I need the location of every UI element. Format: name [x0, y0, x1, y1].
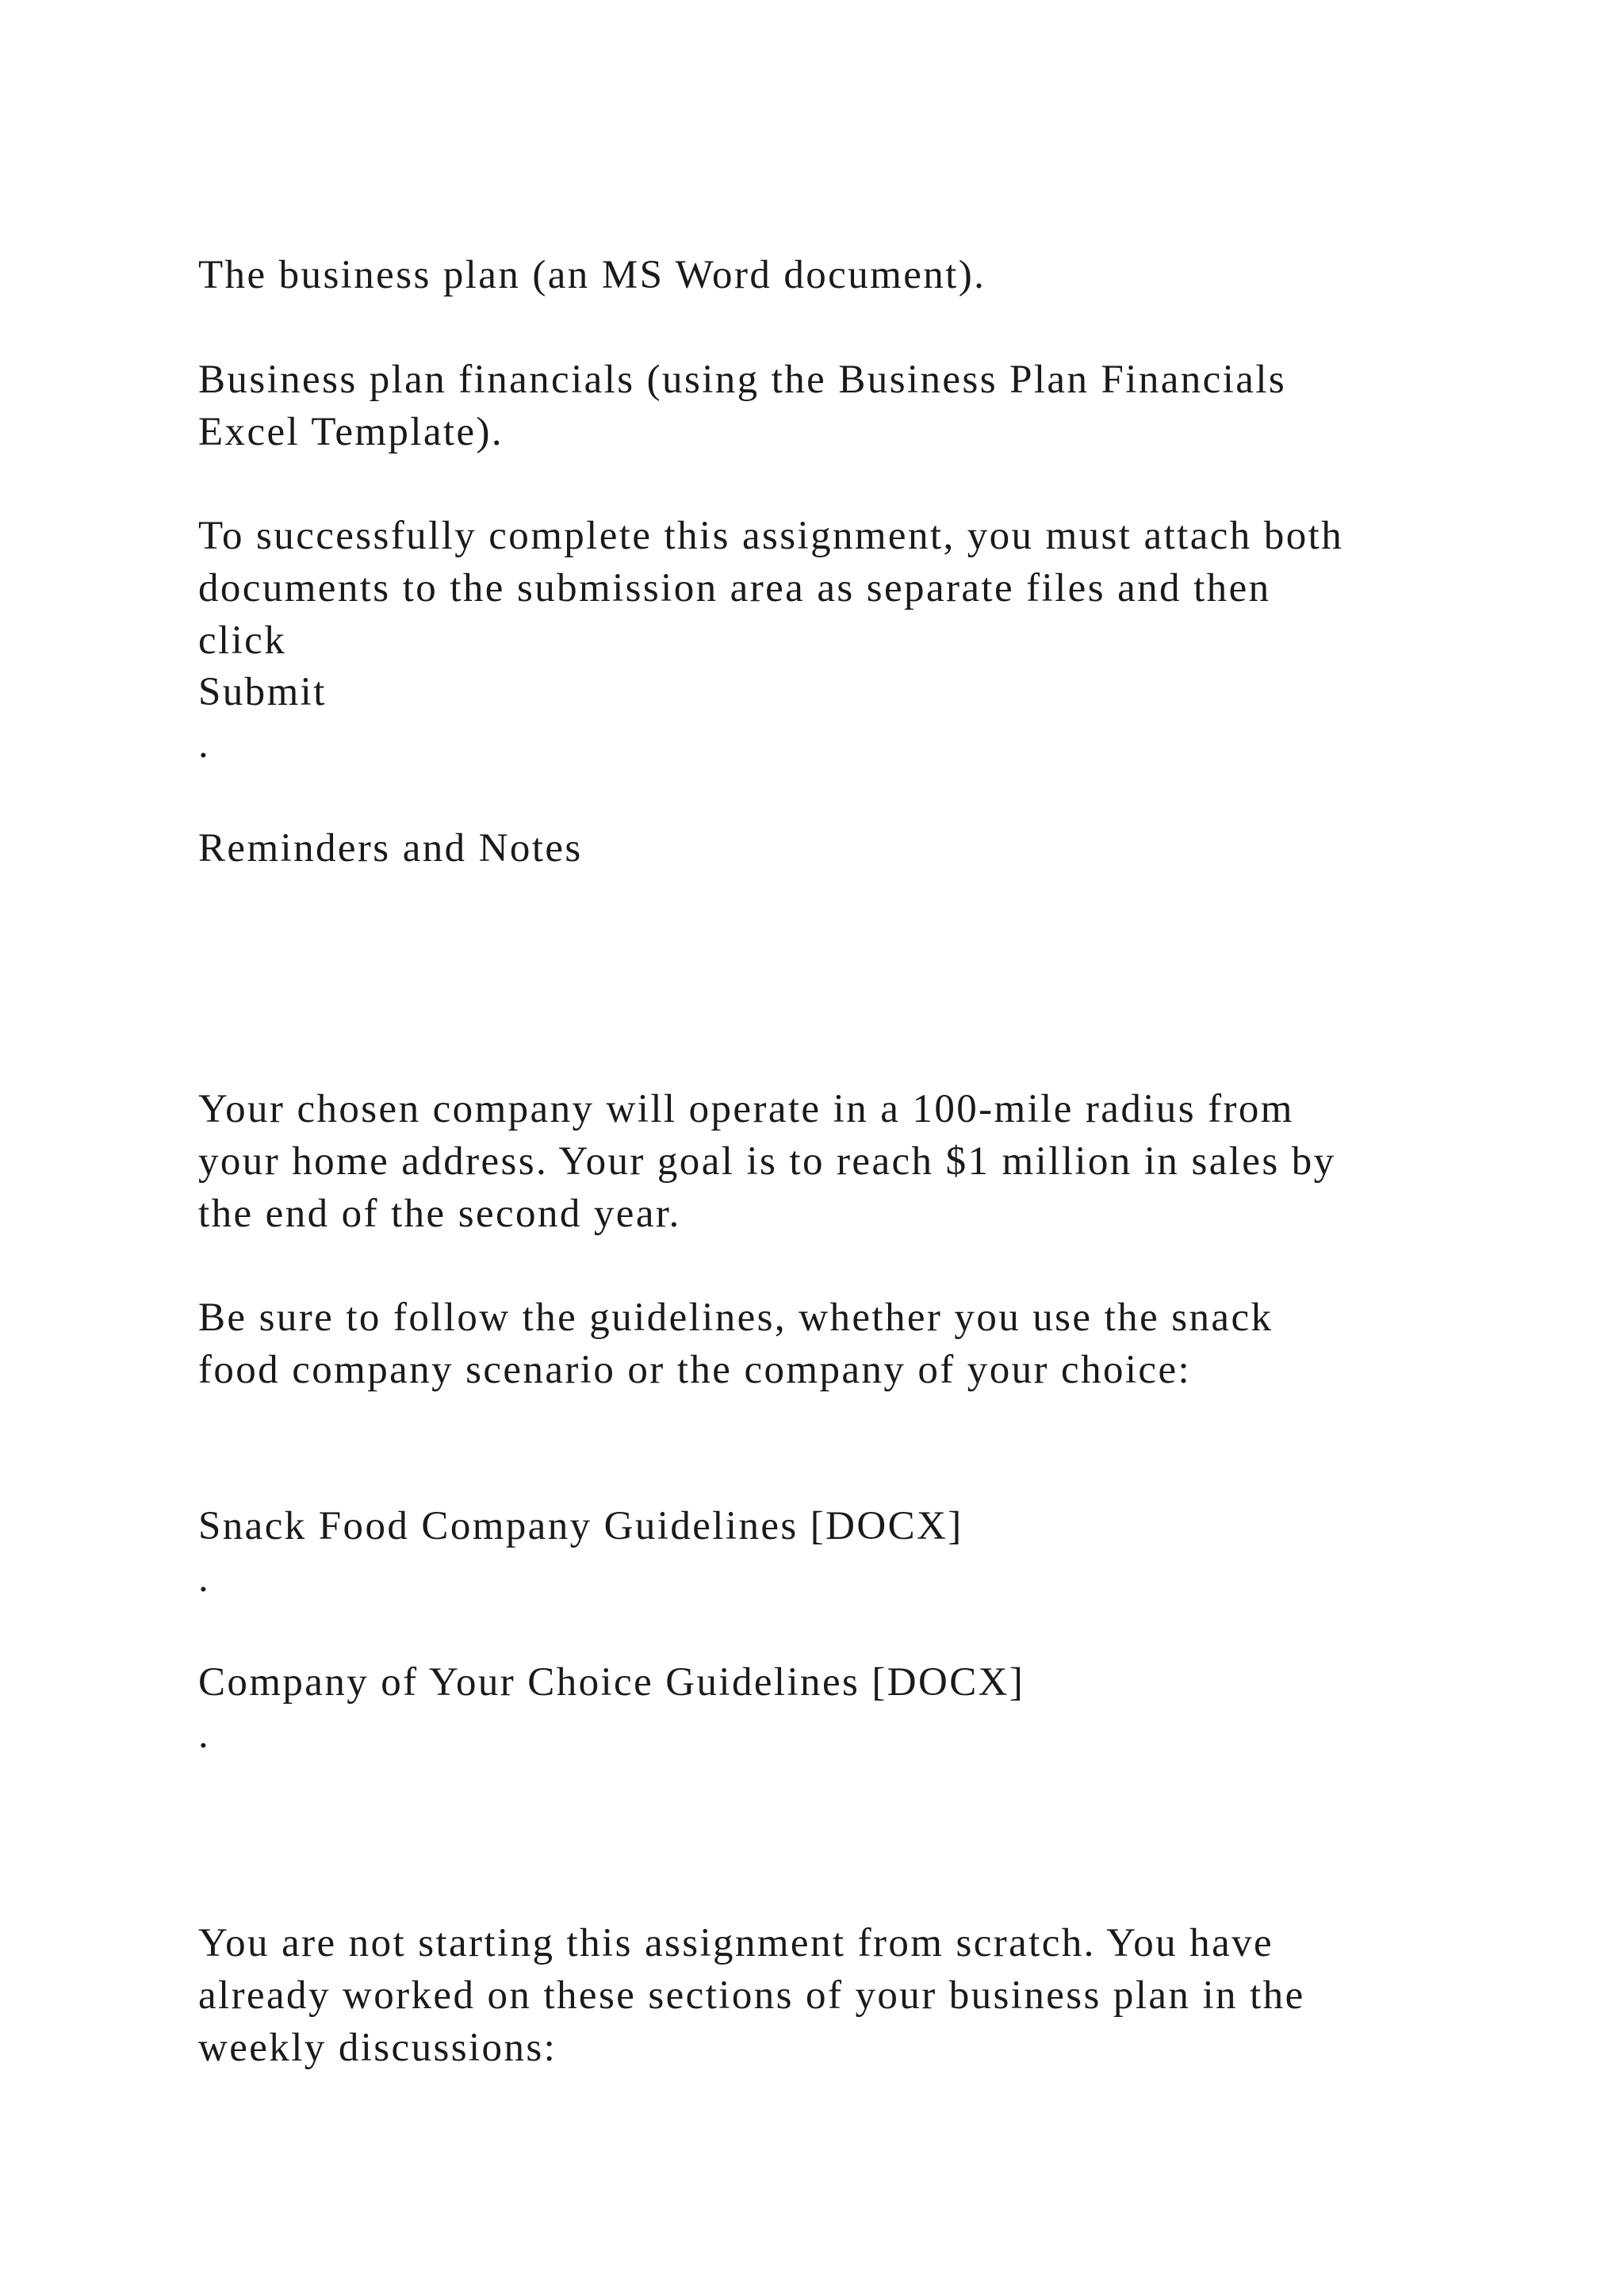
choice-guidelines-period: .: [198, 1712, 211, 1757]
company-choice-guidelines-link[interactable]: Company of Your Choice Guidelines [DOCX]: [198, 1660, 1025, 1705]
instruction-line-1: To successfully complete this assignment, you must attach both: [198, 514, 1344, 558]
scratch-line-2: already worked on these sections of your business plan in the: [198, 1973, 1305, 2018]
deliverable-financials-line-2: Excel Template).: [198, 410, 504, 454]
guidelines-line-2: food company scenario or the company of your choice:: [198, 1348, 1192, 1392]
company-line-3: the end of the second year.: [198, 1192, 681, 1236]
snack-food-guidelines-link[interactable]: Snack Food Company Guidelines [DOCX]: [198, 1504, 963, 1548]
deliverable-business-plan: The business plan (an MS Word document).: [198, 253, 986, 297]
company-line-1: Your chosen company will operate in a 100-mile radius from: [198, 1087, 1294, 1131]
scratch-line-1: You are not starting this assignment from scratch. You have: [198, 1921, 1274, 1965]
submit-text: Submit: [198, 670, 327, 714]
instruction-period: .: [198, 722, 211, 767]
instruction-line-2: documents to the submission area as separate files and then: [198, 566, 1271, 610]
guidelines-line-1: Be sure to follow the guidelines, whether you use the snack: [198, 1295, 1274, 1340]
scratch-line-3: weekly discussions:: [198, 2026, 557, 2070]
instruction-line-3: click: [198, 618, 287, 663]
snack-guidelines-period: .: [198, 1556, 211, 1601]
company-line-2: your home address. Your goal is to reach $1 million in sales by: [198, 1139, 1336, 1184]
reminders-heading: Reminders and Notes: [198, 826, 583, 871]
deliverable-financials-line-1: Business plan financials (using the Business Plan Financials: [198, 358, 1287, 402]
